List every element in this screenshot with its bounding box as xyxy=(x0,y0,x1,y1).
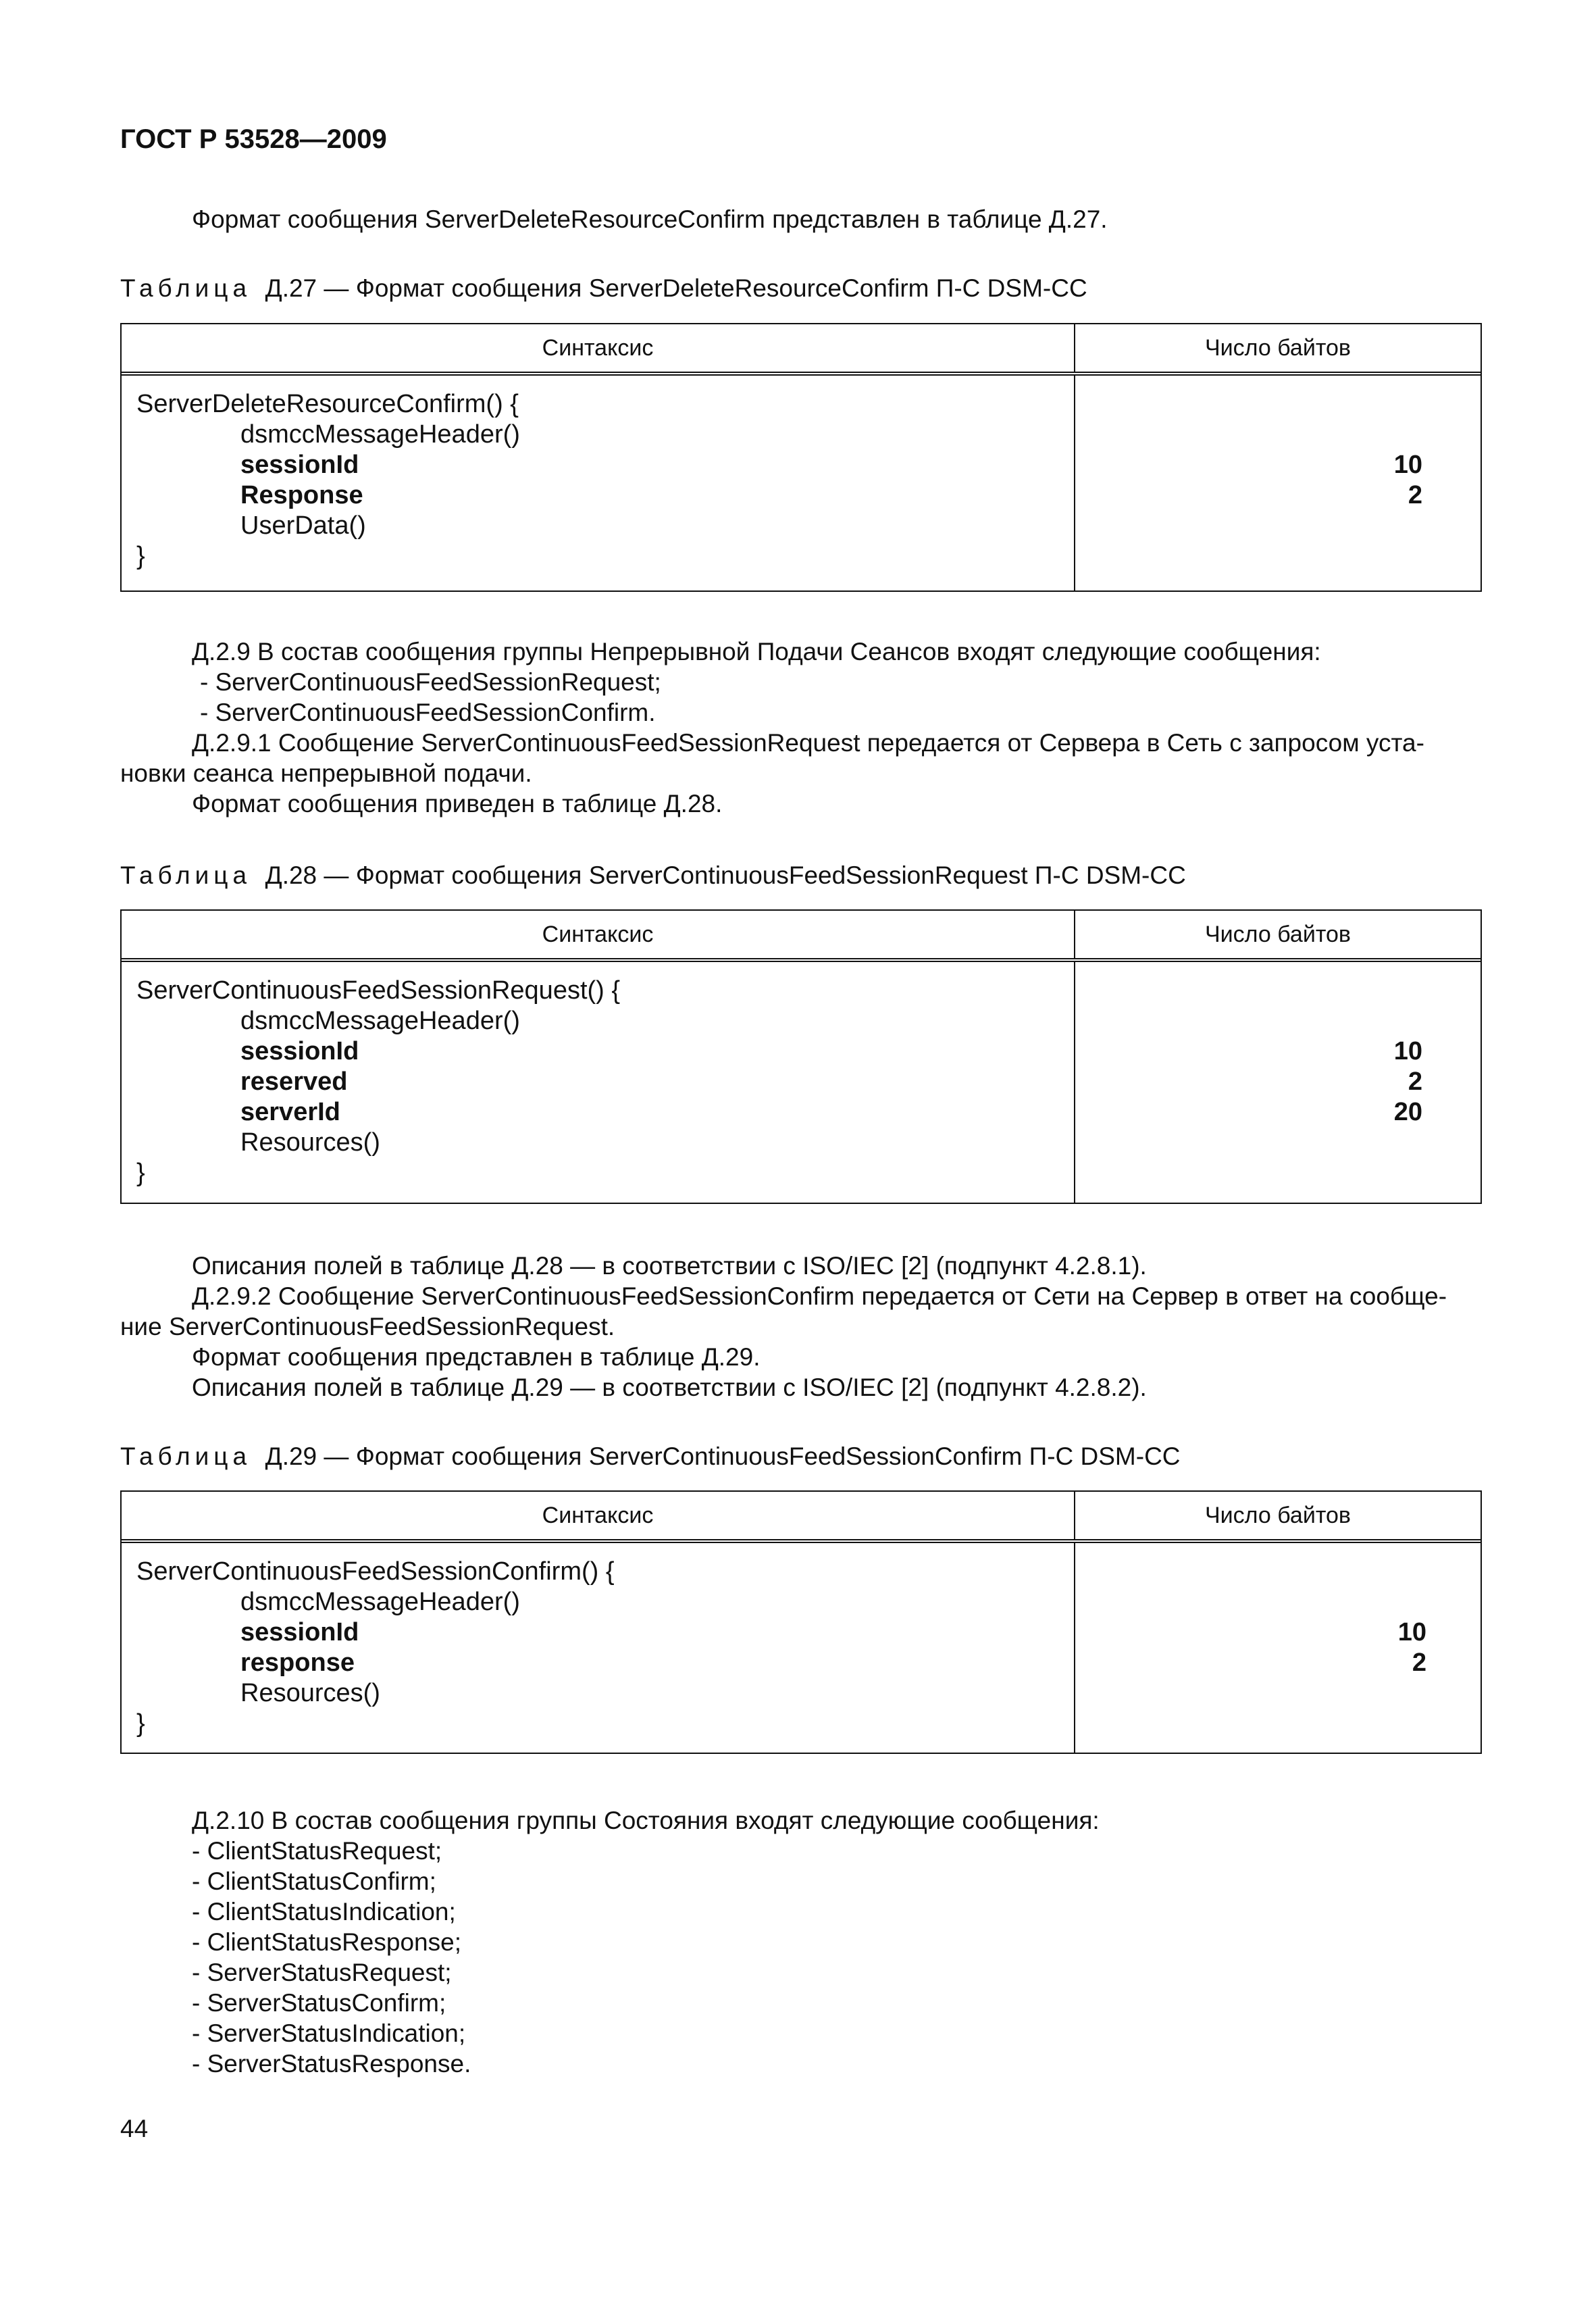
table-row-syntax: Resources() xyxy=(240,1679,380,1707)
table29 xyxy=(120,1490,1482,1754)
table-row-syntax: ServerContinuousFeedSessionConfirm() { xyxy=(136,1557,615,1586)
paragraph-d210: Д.2.10 В состав сообщения группы Состояния входят следующие сообщения: xyxy=(192,1807,1100,1834)
table-row-syntax: Resources() xyxy=(240,1128,380,1157)
table-header xyxy=(122,324,1481,376)
paragraph-format29: Формат сообщения представлен в таблице Д.29. xyxy=(192,1343,761,1371)
table28 xyxy=(120,909,1482,1204)
column-header-bytes: Число байтов xyxy=(1074,324,1481,372)
table-row-syntax: dsmccMessageHeader() xyxy=(240,1588,520,1616)
table-row-bytes: 2 xyxy=(1408,481,1422,509)
paragraph-d29: Д.2.9 В состав сообщения группы Непрерывной Подачи Сеансов входят следующие сообщения: xyxy=(192,638,1321,665)
table-row-syntax: response xyxy=(240,1649,355,1677)
paragraph-format28: Формат сообщения приведен в таблице Д.28. xyxy=(192,790,723,818)
table-row-syntax: ServerContinuousFeedSessionRequest() { xyxy=(136,976,621,1005)
column-header-bytes: Число байтов xyxy=(1074,911,1481,958)
table-caption-prefix: Таблица xyxy=(120,861,252,889)
paragraph-d291-continuation: новки сеанса непрерывной подачи. xyxy=(120,759,532,787)
table-row-syntax: ServerDeleteResourceConfirm() { xyxy=(136,390,519,418)
table-caption-prefix: Таблица xyxy=(120,1442,252,1470)
list-item: - ClientStatusConfirm; xyxy=(192,1867,436,1895)
list-item: - ServerStatusIndication; xyxy=(192,2019,466,2047)
paragraph-d292: Д.2.9.2 Сообщение ServerContinuousFeedSessionConfirm передается от Сети на Сервер в ответ на сообще- xyxy=(192,1282,1447,1310)
table-caption-prefix: Таблица xyxy=(120,274,252,302)
table-row-syntax: } xyxy=(136,1159,145,1187)
table-row-syntax: reserved xyxy=(240,1067,348,1096)
intro-paragraph: Формат сообщения ServerDeleteResourceConfirm представлен в таблице Д.27. xyxy=(192,205,1108,233)
table-caption-text: Д.27 — Формат сообщения ServerDeleteResourceConfirm П-С DSM-CC xyxy=(265,274,1087,302)
table-row-syntax: } xyxy=(136,1709,145,1738)
table-row-syntax: dsmccMessageHeader() xyxy=(240,1007,520,1035)
page-number: 44 xyxy=(120,2115,149,2142)
table-row-syntax: Response xyxy=(240,481,363,509)
table-row-bytes: 2 xyxy=(1412,1649,1426,1677)
table-row-bytes: 10 xyxy=(1393,451,1422,479)
document-header: ГОСТ Р 53528—2009 xyxy=(120,124,387,154)
table-caption-text: Д.29 — Формат сообщения ServerContinuousFeedSessionConfirm П-С DSM-CC xyxy=(265,1442,1181,1470)
table-header xyxy=(122,1492,1481,1543)
list-item: - ServerContinuousFeedSessionRequest; xyxy=(200,668,661,696)
list-item: - ServerStatusResponse. xyxy=(192,2050,471,2078)
table-row-syntax: sessionId xyxy=(240,451,359,479)
list-item: - ClientStatusResponse; xyxy=(192,1928,461,1956)
column-header-syntax: Синтаксис xyxy=(542,335,654,361)
table-row-syntax: sessionId xyxy=(240,1618,359,1646)
table-row-syntax: dsmccMessageHeader() xyxy=(240,420,520,449)
table-header xyxy=(122,911,1481,962)
list-item: - ServerStatusConfirm; xyxy=(192,1989,446,2017)
paragraph-d291: Д.2.9.1 Сообщение ServerContinuousFeedSessionRequest передается от Сервера в Сеть с запросом уста- xyxy=(192,729,1424,757)
table-row-syntax: UserData() xyxy=(240,511,366,540)
table-row-bytes: 10 xyxy=(1393,1037,1422,1065)
list-item: - ServerStatusRequest; xyxy=(192,1959,452,1986)
table-body xyxy=(122,962,1481,1203)
table-row-bytes: 10 xyxy=(1397,1618,1426,1646)
column-header-bytes: Число байтов xyxy=(1074,1492,1481,1539)
table-row-syntax: } xyxy=(136,542,145,570)
table28-caption xyxy=(120,860,1186,890)
table27 xyxy=(120,323,1482,592)
list-item: - ClientStatusIndication; xyxy=(192,1898,456,1926)
list-item: - ClientStatusRequest; xyxy=(192,1837,442,1865)
table-row-syntax: sessionId xyxy=(240,1037,359,1065)
column-header-syntax: Синтаксис xyxy=(542,1503,654,1528)
paragraph-d292-continuation: ние ServerContinuousFeedSessionRequest. xyxy=(120,1313,615,1340)
list-item: - ServerContinuousFeedSessionConfirm. xyxy=(200,699,656,726)
table29-caption xyxy=(120,1441,1181,1472)
table-caption-text: Д.28 — Формат сообщения ServerContinuousFeedSessionRequest П-С DSM-CC xyxy=(265,861,1186,889)
paragraph-desc28: Описания полей в таблице Д.28 — в соответствии с ISO/IEC [2] (подпункт 4.2.8.1). xyxy=(192,1252,1147,1280)
table27-caption xyxy=(120,273,1087,303)
table-row-bytes: 20 xyxy=(1393,1098,1422,1126)
table-row-syntax: serverId xyxy=(240,1098,340,1126)
table-row-bytes: 2 xyxy=(1408,1067,1422,1096)
paragraph-desc29: Описания полей в таблице Д.29 — в соответствии с ISO/IEC [2] (подпункт 4.2.8.2). xyxy=(192,1374,1147,1401)
table-body xyxy=(122,376,1481,590)
column-header-syntax: Синтаксис xyxy=(542,922,654,947)
table-body xyxy=(122,1543,1481,1753)
